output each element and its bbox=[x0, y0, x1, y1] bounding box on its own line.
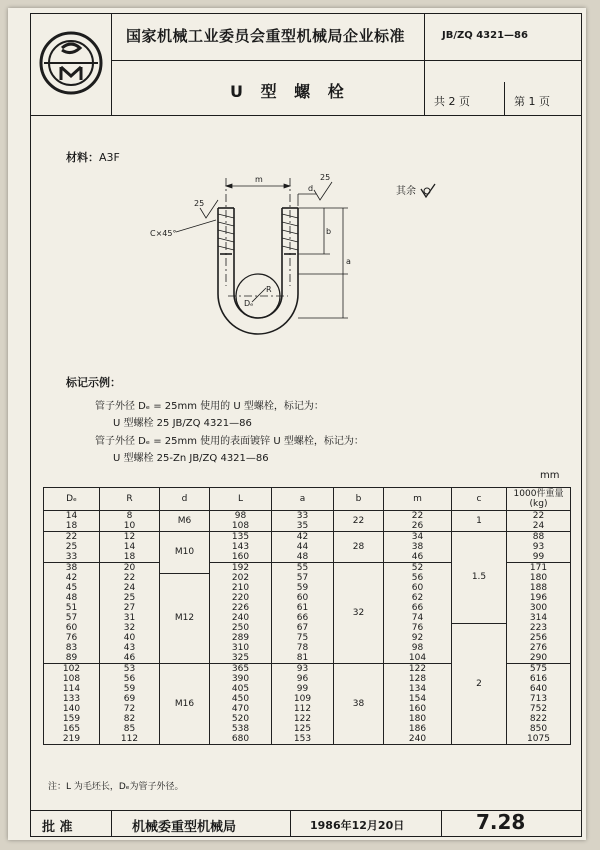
cell-a: 48 bbox=[272, 552, 334, 563]
cell-l: 210 bbox=[210, 583, 272, 593]
material-label: 材料： bbox=[66, 151, 99, 164]
cell-m: 26 bbox=[384, 521, 452, 532]
cell-l: 202 bbox=[210, 573, 272, 583]
frame-top bbox=[30, 13, 582, 14]
header-page-divider bbox=[504, 82, 505, 116]
cell-m: 128 bbox=[384, 674, 452, 684]
cell-weight: 752 bbox=[507, 704, 571, 714]
cell-de: 165 bbox=[44, 724, 100, 734]
cell-a: 60 bbox=[272, 593, 334, 603]
header-code-divider bbox=[424, 13, 425, 116]
material-value: A3F bbox=[99, 151, 120, 164]
header-l: L bbox=[210, 488, 272, 511]
dim-de: Dₑ bbox=[244, 299, 254, 308]
cell-l: 143 bbox=[210, 542, 272, 552]
cell-a: 57 bbox=[272, 573, 334, 583]
unit-label: mm bbox=[540, 470, 560, 481]
cell-l: 240 bbox=[210, 613, 272, 623]
cell-a: 59 bbox=[272, 583, 334, 593]
header-bottom-line bbox=[30, 115, 582, 116]
cell-l: 520 bbox=[210, 714, 272, 724]
cell-d: M12 bbox=[160, 573, 210, 664]
cell-a: 125 bbox=[272, 724, 334, 734]
marking-line-1: 管子外径 Dₑ = 25mm 使用的 U 型螺栓，标记为： bbox=[95, 401, 324, 412]
cell-weight: 93 bbox=[507, 542, 571, 552]
cell-a: 61 bbox=[272, 603, 334, 613]
cell-r: 24 bbox=[100, 583, 160, 593]
cell-l: 405 bbox=[210, 684, 272, 694]
dim-b: b bbox=[326, 227, 332, 236]
cell-m: 104 bbox=[384, 653, 452, 664]
cell-b: 28 bbox=[334, 532, 384, 563]
cell-weight: 616 bbox=[507, 674, 571, 684]
cell-weight: 196 bbox=[507, 593, 571, 603]
cell-m: 122 bbox=[384, 664, 452, 675]
cell-l: 250 bbox=[210, 623, 272, 633]
header-m: m bbox=[384, 488, 452, 511]
header-weight: 1000件重量 (kg) bbox=[507, 488, 571, 511]
cell-c: 1 bbox=[452, 511, 507, 532]
cell-weight: 575 bbox=[507, 664, 571, 675]
header-b: b bbox=[334, 488, 384, 511]
cell-l: 98 bbox=[210, 511, 272, 522]
cell-l: 160 bbox=[210, 552, 272, 563]
header-r: R bbox=[100, 488, 160, 511]
marking-title: 标记示例： bbox=[66, 376, 121, 389]
dim-d: d bbox=[308, 184, 314, 193]
cell-a: 109 bbox=[272, 694, 334, 704]
marking-line-4: U 型螺栓 25-Zn JB/ZQ 4321—86 bbox=[113, 453, 269, 464]
cell-d: M10 bbox=[160, 532, 210, 574]
roughness-check-icon bbox=[419, 183, 437, 199]
cell-de: 45 bbox=[44, 583, 100, 593]
cell-weight: 256 bbox=[507, 633, 571, 643]
cell-weight: 314 bbox=[507, 613, 571, 623]
cell-a: 122 bbox=[272, 714, 334, 724]
logo bbox=[38, 30, 104, 96]
cell-a: 33 bbox=[272, 511, 334, 522]
cell-a: 153 bbox=[272, 734, 334, 745]
cell-weight: 850 bbox=[507, 724, 571, 734]
cell-de: 133 bbox=[44, 694, 100, 704]
cell-de: 38 bbox=[44, 563, 100, 574]
frame-bottom bbox=[30, 836, 582, 837]
cell-de: 51 bbox=[44, 603, 100, 613]
material-line bbox=[66, 149, 120, 165]
cell-l: 450 bbox=[210, 694, 272, 704]
cell-r: 46 bbox=[100, 653, 160, 664]
cell-m: 186 bbox=[384, 724, 452, 734]
cell-a: 112 bbox=[272, 704, 334, 714]
cell-r: 22 bbox=[100, 573, 160, 583]
header-c: c bbox=[452, 488, 507, 511]
cell-de: 108 bbox=[44, 674, 100, 684]
cell-de: 89 bbox=[44, 653, 100, 664]
cell-a: 66 bbox=[272, 613, 334, 623]
cell-de: 159 bbox=[44, 714, 100, 724]
cell-weight: 223 bbox=[507, 623, 571, 633]
cell-r: 18 bbox=[100, 552, 160, 563]
cell-a: 99 bbox=[272, 684, 334, 694]
cell-l: 289 bbox=[210, 633, 272, 643]
header-de: Dₑ bbox=[44, 488, 100, 511]
roughness-rest bbox=[396, 182, 437, 199]
cell-de: 60 bbox=[44, 623, 100, 633]
cell-m: 98 bbox=[384, 643, 452, 653]
cell-de: 25 bbox=[44, 542, 100, 552]
cell-a: 78 bbox=[272, 643, 334, 653]
cell-d: M16 bbox=[160, 664, 210, 745]
cell-l: 365 bbox=[210, 664, 272, 675]
total-pages: 共 2 页 bbox=[434, 95, 470, 108]
cell-r: 69 bbox=[100, 694, 160, 704]
cell-de: 42 bbox=[44, 573, 100, 583]
cell-de: 22 bbox=[44, 532, 100, 543]
cell-weight: 1075 bbox=[507, 734, 571, 745]
cell-r: 8 bbox=[100, 511, 160, 522]
cell-weight: 640 bbox=[507, 684, 571, 694]
approve-label: 批 准 bbox=[42, 820, 73, 835]
cell-de: 76 bbox=[44, 633, 100, 643]
cell-d: M6 bbox=[160, 511, 210, 532]
cell-m: 66 bbox=[384, 603, 452, 613]
cell-m: 60 bbox=[384, 583, 452, 593]
dim-r: R bbox=[266, 285, 272, 294]
cell-de: 102 bbox=[44, 664, 100, 675]
cell-l: 226 bbox=[210, 603, 272, 613]
header-d: d bbox=[160, 488, 210, 511]
cell-r: 10 bbox=[100, 521, 160, 532]
cell-a: 81 bbox=[272, 653, 334, 664]
cell-de: 14 bbox=[44, 511, 100, 522]
cell-r: 85 bbox=[100, 724, 160, 734]
table-row bbox=[44, 623, 571, 633]
cell-r: 43 bbox=[100, 643, 160, 653]
cell-r: 82 bbox=[100, 714, 160, 724]
table-row bbox=[44, 532, 571, 543]
cell-a: 67 bbox=[272, 623, 334, 633]
document-name: U 型 螺 栓 bbox=[230, 82, 350, 101]
cell-m: 22 bbox=[384, 511, 452, 522]
cell-de: 83 bbox=[44, 643, 100, 653]
header-mid-line bbox=[111, 60, 581, 61]
chamfer-label: C×45° bbox=[150, 229, 177, 238]
page-number: 7.28 bbox=[476, 810, 526, 834]
cell-weight: 24 bbox=[507, 521, 571, 532]
cell-de: 219 bbox=[44, 734, 100, 745]
org-title: 国家机械工业委员会重型机械局企业标准 bbox=[126, 27, 406, 45]
cell-r: 12 bbox=[100, 532, 160, 543]
approve-date: 1986年12月20日 bbox=[310, 819, 405, 832]
cell-de: 140 bbox=[44, 704, 100, 714]
cell-l: 220 bbox=[210, 593, 272, 603]
standard-sheet bbox=[8, 8, 586, 840]
cell-m: 180 bbox=[384, 714, 452, 724]
cell-de: 57 bbox=[44, 613, 100, 623]
cell-de: 33 bbox=[44, 552, 100, 563]
cell-weight: 300 bbox=[507, 603, 571, 613]
cell-l: 135 bbox=[210, 532, 272, 543]
dim-m: m bbox=[255, 175, 263, 184]
table-row bbox=[44, 511, 571, 522]
cell-l: 310 bbox=[210, 643, 272, 653]
cell-a: 35 bbox=[272, 521, 334, 532]
dim-a: a bbox=[346, 257, 351, 266]
cell-m: 240 bbox=[384, 734, 452, 745]
cell-r: 31 bbox=[100, 613, 160, 623]
cell-weight: 713 bbox=[507, 694, 571, 704]
cell-weight: 276 bbox=[507, 643, 571, 653]
cell-l: 680 bbox=[210, 734, 272, 745]
cell-r: 27 bbox=[100, 603, 160, 613]
cell-b: 22 bbox=[334, 511, 384, 532]
cell-l: 538 bbox=[210, 724, 272, 734]
approver: 机械委重型机械局 bbox=[132, 820, 237, 835]
roughness-rest-label: 其余 bbox=[396, 186, 416, 197]
cell-weight: 171 bbox=[507, 563, 571, 574]
header-logo-divider bbox=[111, 13, 112, 116]
marking-line-2: U 型螺栓 25 JB/ZQ 4321—86 bbox=[113, 418, 252, 429]
cell-m: 34 bbox=[384, 532, 452, 543]
cell-weight: 99 bbox=[507, 552, 571, 563]
cell-a: 93 bbox=[272, 664, 334, 675]
cell-m: 92 bbox=[384, 633, 452, 643]
cell-l: 390 bbox=[210, 674, 272, 684]
cell-m: 134 bbox=[384, 684, 452, 694]
cell-a: 96 bbox=[272, 674, 334, 684]
table-note: 注：L 为毛坯长，Dₑ为管子外径。 bbox=[48, 782, 184, 792]
cell-weight: 822 bbox=[507, 714, 571, 724]
cell-de: 18 bbox=[44, 521, 100, 532]
cell-m: 76 bbox=[384, 623, 452, 633]
header-a: a bbox=[272, 488, 334, 511]
roughness-left: 25 bbox=[194, 199, 205, 208]
cell-l: 325 bbox=[210, 653, 272, 664]
cell-r: 59 bbox=[100, 684, 160, 694]
frame-right bbox=[581, 13, 582, 837]
footer-div-3 bbox=[441, 810, 442, 837]
cell-weight: 180 bbox=[507, 573, 571, 583]
current-page: 第 1 页 bbox=[514, 95, 550, 108]
cell-m: 74 bbox=[384, 613, 452, 623]
cell-r: 112 bbox=[100, 734, 160, 745]
standard-code: JB/ZQ 4321—86 bbox=[442, 30, 528, 41]
table-header-row bbox=[44, 488, 571, 511]
cell-m: 38 bbox=[384, 542, 452, 552]
cell-r: 14 bbox=[100, 542, 160, 552]
cell-l: 470 bbox=[210, 704, 272, 714]
frame-left bbox=[30, 13, 31, 837]
cell-weight: 290 bbox=[507, 653, 571, 664]
cell-a: 55 bbox=[272, 563, 334, 574]
cell-a: 42 bbox=[272, 532, 334, 543]
cell-r: 32 bbox=[100, 623, 160, 633]
cell-a: 44 bbox=[272, 542, 334, 552]
cell-r: 20 bbox=[100, 563, 160, 574]
cell-m: 46 bbox=[384, 552, 452, 563]
cell-l: 192 bbox=[210, 563, 272, 574]
cell-m: 52 bbox=[384, 563, 452, 574]
cell-m: 154 bbox=[384, 694, 452, 704]
cell-b: 38 bbox=[334, 664, 384, 745]
roughness-top: 25 bbox=[320, 173, 331, 182]
cell-r: 25 bbox=[100, 593, 160, 603]
cell-a: 75 bbox=[272, 633, 334, 643]
cell-r: 53 bbox=[100, 664, 160, 675]
cell-r: 72 bbox=[100, 704, 160, 714]
cell-c: 1.5 bbox=[452, 532, 507, 624]
cell-weight: 22 bbox=[507, 511, 571, 522]
dimension-table bbox=[43, 487, 571, 745]
cell-l: 108 bbox=[210, 521, 272, 532]
cell-de: 48 bbox=[44, 593, 100, 603]
marking-line-3: 管子外径 Dₑ = 25mm 使用的表面镀锌 U 型螺栓，标记为： bbox=[95, 436, 364, 447]
cell-weight: 188 bbox=[507, 583, 571, 593]
footer-div-1 bbox=[111, 810, 112, 837]
cell-m: 160 bbox=[384, 704, 452, 714]
cell-b: 32 bbox=[334, 563, 384, 664]
cell-r: 56 bbox=[100, 674, 160, 684]
cell-m: 56 bbox=[384, 573, 452, 583]
cell-c: 2 bbox=[452, 623, 507, 745]
cell-weight: 88 bbox=[507, 532, 571, 543]
footer-div-2 bbox=[290, 810, 291, 837]
cell-de: 114 bbox=[44, 684, 100, 694]
cell-m: 62 bbox=[384, 593, 452, 603]
cell-r: 40 bbox=[100, 633, 160, 643]
